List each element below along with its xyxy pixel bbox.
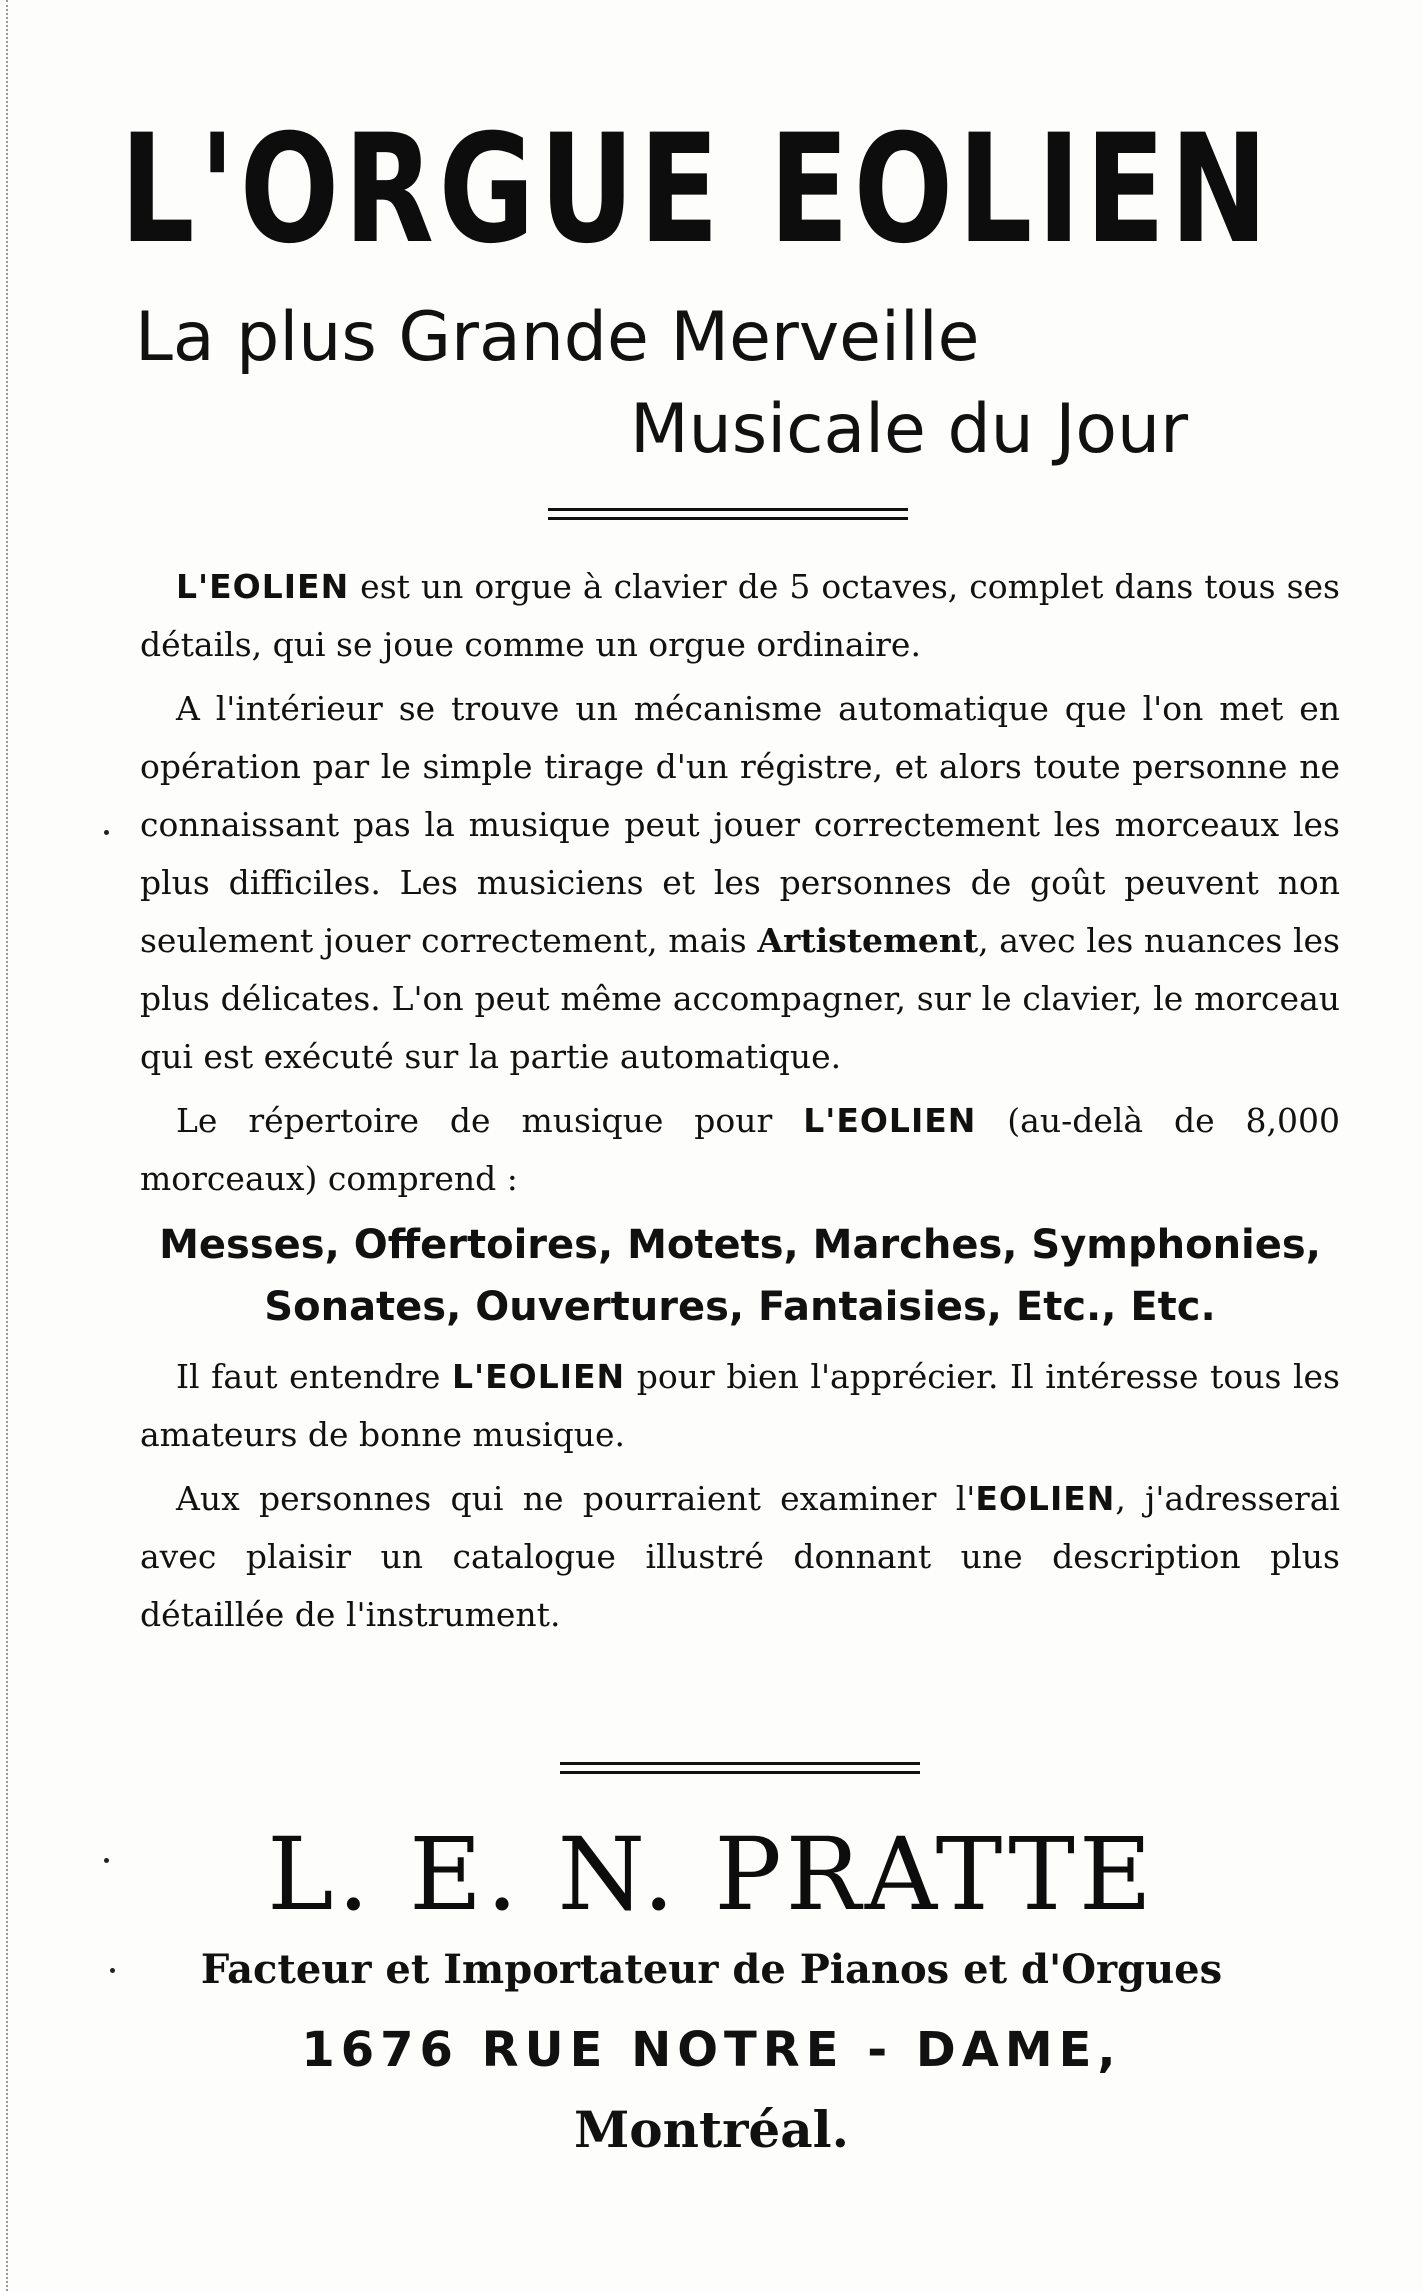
paragraph-text: Il faut entendre bbox=[176, 1357, 452, 1396]
paragraph-text: , j'adresserai avec plaisir un catalogue illustré donnant une description plus détaillée de l'instrument. bbox=[140, 1479, 1340, 1634]
emphasis-word: Artistement bbox=[757, 921, 979, 960]
print-speck bbox=[110, 1968, 115, 1973]
genre-line-1: Messes, Offertoires, Motets, Marches, Symphonies, bbox=[159, 1222, 1321, 1268]
subtitle-line-1: La plus Grande Merveille bbox=[135, 298, 980, 377]
paragraph-text: Aux personnes qui ne pourraient examiner l' bbox=[176, 1479, 976, 1518]
paragraph-text: A l'intérieur se trouve un mécanisme automatique que l'on met en opération par le simple tirage d'un régistre, et alors toute personne ne connaissant pas la musique peut jouer correctement les morceaux les plus difficiles. Les musiciens et les personnes de goût peuvent non seulement jouer correctement, mais bbox=[140, 689, 1340, 960]
paragraph-text: (au-delà de 8,000 morceaux) comprend : bbox=[140, 1101, 1340, 1198]
genre-list bbox=[140, 1214, 1340, 1338]
dealer-address: 1676 RUE NOTRE - DAME, bbox=[301, 2022, 1122, 2078]
paragraph-text: , avec les nuances les plus délicates. L'on peut même accompagner, sur le clavier, le morceau qui est exécuté sur la partie automatique. bbox=[140, 921, 1340, 1076]
paragraph-intro bbox=[140, 558, 1340, 674]
bottom-divider bbox=[560, 1762, 920, 1774]
paragraph-catalogue bbox=[140, 1470, 1340, 1644]
advert-title: L'ORGUE EOLIEN bbox=[120, 103, 1273, 277]
subtitle-line-2: Musicale du Jour bbox=[630, 390, 1189, 469]
brand-name: EOLIEN bbox=[975, 1479, 1116, 1518]
brand-name: L'EOLIEN bbox=[451, 1357, 626, 1396]
dealer-name: L. E. N. PRATTE bbox=[267, 1816, 1156, 1933]
paragraph-mechanism bbox=[140, 680, 1340, 1086]
genre-line-2: Sonates, Ouvertures, Fantaisies, Etc., Etc. bbox=[264, 1284, 1216, 1330]
top-divider bbox=[548, 508, 908, 520]
paragraph-text: Le répertoire de musique pour bbox=[176, 1101, 804, 1140]
advert-body bbox=[140, 558, 1340, 1650]
dealer-description: Facteur et Importateur de Pianos et d'Orgues bbox=[200, 1946, 1223, 1993]
brand-name: L'EOLIEN bbox=[803, 1101, 977, 1140]
paragraph-text: pour bien l'apprécier. Il intéresse tous les amateurs de bonne musique. bbox=[140, 1357, 1340, 1454]
print-speck bbox=[104, 1858, 109, 1863]
dealer-city: Montréal. bbox=[573, 2100, 850, 2159]
brand-name: L'EOLIEN bbox=[176, 567, 350, 606]
paragraph-listen bbox=[140, 1348, 1340, 1464]
paragraph-text: est un orgue à clavier de 5 octaves, complet dans tous ses détails, qui se joue comme un orgue ordinaire. bbox=[140, 567, 1340, 664]
print-speck bbox=[104, 830, 109, 835]
paragraph-repertoire bbox=[140, 1092, 1340, 1208]
